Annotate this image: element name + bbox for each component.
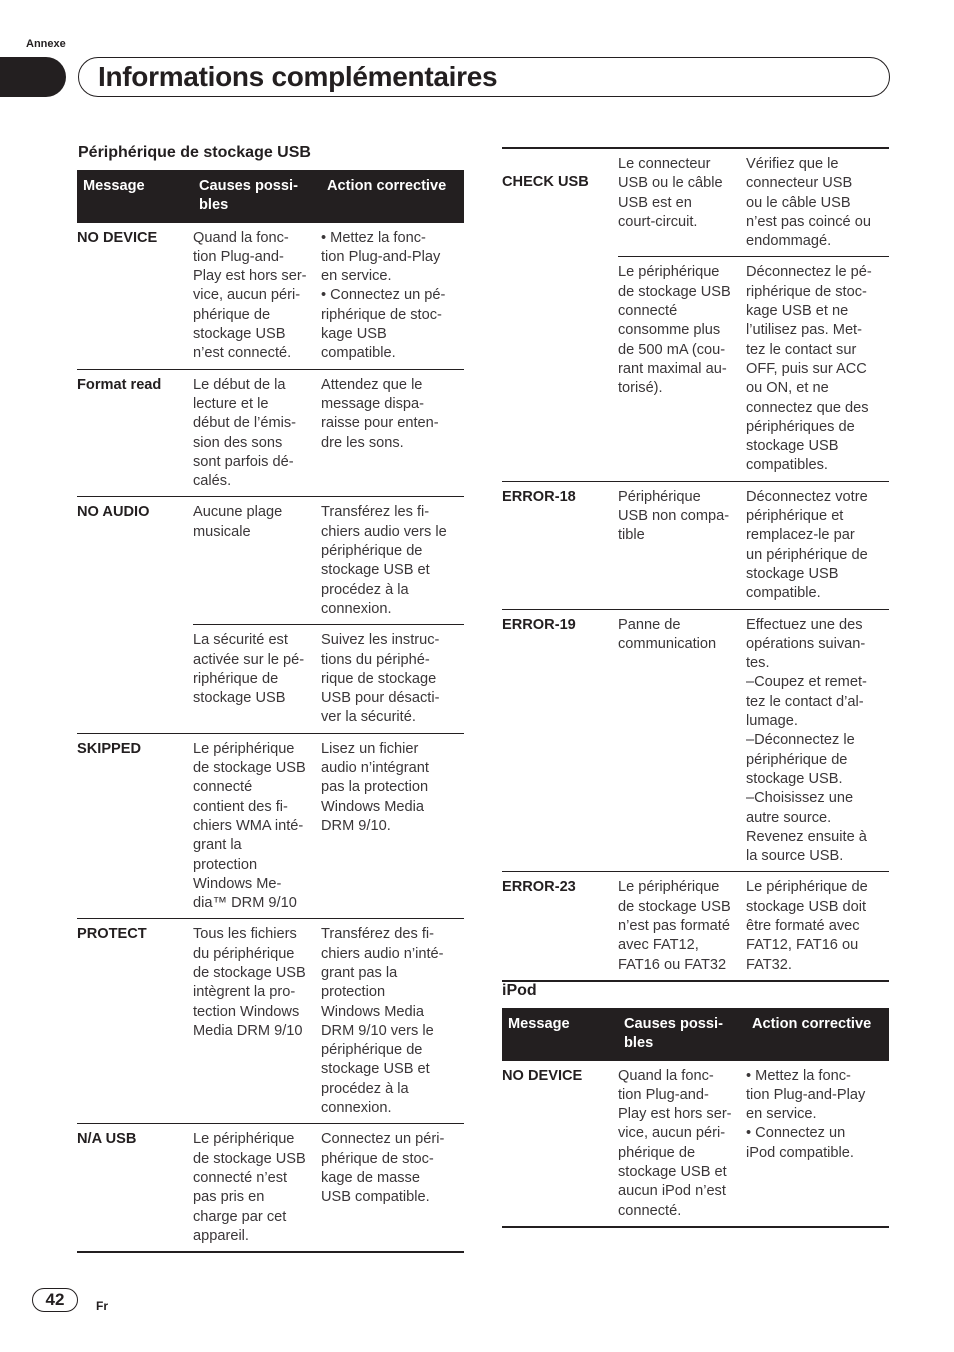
column-header-causes: Causes possi- bles bbox=[618, 1008, 746, 1061]
language-code: Fr bbox=[96, 1299, 108, 1313]
column-header-action: Action corrective bbox=[321, 170, 464, 223]
message-code: NO DEVICE bbox=[77, 223, 193, 370]
usb-section-heading: Périphérique de stockage USB bbox=[78, 144, 311, 161]
section-tab-marker bbox=[0, 57, 66, 97]
table-row bbox=[77, 1124, 464, 1252]
cause-text: Tous les fichiers du périphérique de stockage USB intègrent la pro- tection Windows Media DRM 9/10 bbox=[193, 919, 321, 1124]
cause-text: Le périphérique de stockage USB connecté contient des fi- chiers WMA inté- grant la protection Windows Me- dia™ DRM 9/10 bbox=[193, 733, 321, 919]
action-text: Attendez que le message dispa- raisse pour enten- dre les sons. bbox=[321, 369, 464, 497]
action-text: • Mettez la fonc- tion Plug-and-Play en service. • Connectez un pé- riphérique de stoc- kage USB compatible. bbox=[321, 223, 464, 370]
action-text: Le périphérique de stockage USB doit être formaté avec FAT12, FAT16 ou FAT32. bbox=[746, 872, 889, 981]
cause-text: La sécurité est activée sur le pé- riphérique de stockage USB bbox=[193, 625, 321, 733]
message-code bbox=[77, 625, 193, 733]
table-row bbox=[502, 148, 889, 257]
cause-text: Le périphérique de stockage USB n’est pas formaté avec FAT12, FAT16 ou FAT32 bbox=[618, 872, 746, 981]
table-row bbox=[77, 625, 464, 733]
table-row bbox=[502, 481, 889, 609]
action-text: • Mettez la fonc- tion Plug-and-Play en service. • Connectez un iPod compatible. bbox=[746, 1061, 889, 1227]
action-text: Transférez des fi- chiers audio n’inté- grant pas la protection Windows Media DRM 9/10 vers le périphérique de stockage USB et procédez à la connexion. bbox=[321, 919, 464, 1124]
column-header-action: Action corrective bbox=[746, 1008, 889, 1061]
table-row bbox=[502, 257, 889, 481]
table-row bbox=[502, 1061, 889, 1227]
message-code: SKIPPED bbox=[77, 733, 193, 919]
table-row bbox=[77, 223, 464, 370]
usb-table-continued bbox=[502, 147, 889, 982]
table-row bbox=[502, 872, 889, 981]
action-text: Transférez les fi- chiers audio vers le périphérique de stockage USB et procédez à la connexion. bbox=[321, 497, 464, 625]
action-text: Connectez un péri- phérique de stoc- kage de masse USB compatible. bbox=[321, 1124, 464, 1252]
ipod-section-heading: iPod bbox=[502, 982, 537, 999]
action-text: Effectuez une des opérations suivan- tes. –Coupez et remet- tez le contact d’al- lumage. –Déconnectez le périphérique de stockage USB. –Choisissez une autre source. Revenez ensuite à la source USB. bbox=[746, 609, 889, 872]
action-text: Vérifiez que le connecteur USB ou le câble USB n’est pas coincé ou endommagé. bbox=[746, 148, 889, 257]
cause-text: Périphérique USB non compa- tible bbox=[618, 481, 746, 609]
message-code bbox=[502, 257, 618, 481]
action-text: Lisez un fichier audio n’intégrant pas la protection Windows Media DRM 9/10. bbox=[321, 733, 464, 919]
message-code: ERROR-18 bbox=[502, 481, 618, 609]
table-row bbox=[77, 733, 464, 919]
annexe-label: Annexe bbox=[26, 38, 66, 50]
message-code: NO AUDIO bbox=[77, 504, 150, 521]
cause-text: Le connecteur USB ou le câble USB est en court-circuit. bbox=[618, 148, 746, 257]
cause-text: Quand la fonc- tion Plug-and- Play est hors ser- vice, aucun péri- phérique de stockage USB n’est connecté. bbox=[193, 223, 321, 370]
ipod-table-header bbox=[502, 1008, 889, 1061]
table-row bbox=[77, 497, 464, 625]
cause-text: Panne de communication bbox=[618, 609, 746, 872]
message-code: PROTECT bbox=[77, 919, 193, 1124]
message-code: Format read bbox=[77, 369, 193, 497]
table-row bbox=[77, 919, 464, 1124]
action-text: Déconnectez le pé- riphérique de stoc- kage USB et ne l’utilisez pas. Met- tez le contact sur OFF, puis sur ACC ou ON, et ne connectez que des périphériques de stockage USB compatibles. bbox=[746, 257, 889, 481]
page-number: 42 bbox=[32, 1288, 78, 1312]
table-row bbox=[502, 609, 889, 872]
cause-text: Quand la fonc- tion Plug-and- Play est hors ser- vice, aucun péri- phérique de stockage USB et aucun iPod n’est connecté. bbox=[618, 1061, 746, 1227]
message-code: NO DEVICE bbox=[502, 1061, 618, 1227]
action-text: Déconnectez votre périphérique et remplacez-le par un périphérique de stockage USB compatible. bbox=[746, 481, 889, 609]
column-header-causes: Causes possi- bles bbox=[193, 170, 321, 223]
ipod-table bbox=[502, 1008, 889, 1228]
column-header-message: Message bbox=[77, 170, 193, 223]
table-row bbox=[77, 369, 464, 497]
message-code: ERROR-23 bbox=[502, 872, 618, 981]
message-code: CHECK USB bbox=[502, 148, 618, 257]
message-code: N/A USB bbox=[77, 1124, 193, 1252]
column-header-message: Message bbox=[502, 1008, 618, 1061]
page-title: Informations complémentaires bbox=[98, 61, 498, 92]
cause-text: Le début de la lecture et le début de l’émis- sion des sons sont parfois dé- calés. bbox=[193, 369, 321, 497]
cause-text: Le périphérique de stockage USB connecté n’est pas pris en charge par cet appareil. bbox=[193, 1124, 321, 1252]
usb-table bbox=[77, 170, 464, 1253]
cause-text: Aucune plage musicale bbox=[193, 497, 321, 625]
cause-text: Le périphérique de stockage USB connecté consomme plus de 500 mA (cou- rant maximal au- torisé). bbox=[618, 257, 746, 481]
message-code: ERROR-19 bbox=[502, 609, 618, 872]
action-text: Suivez les instruc- tions du périphé- rique de stockage USB pour désacti- ver la sécurité. bbox=[321, 625, 464, 733]
usb-table-header bbox=[77, 170, 464, 223]
